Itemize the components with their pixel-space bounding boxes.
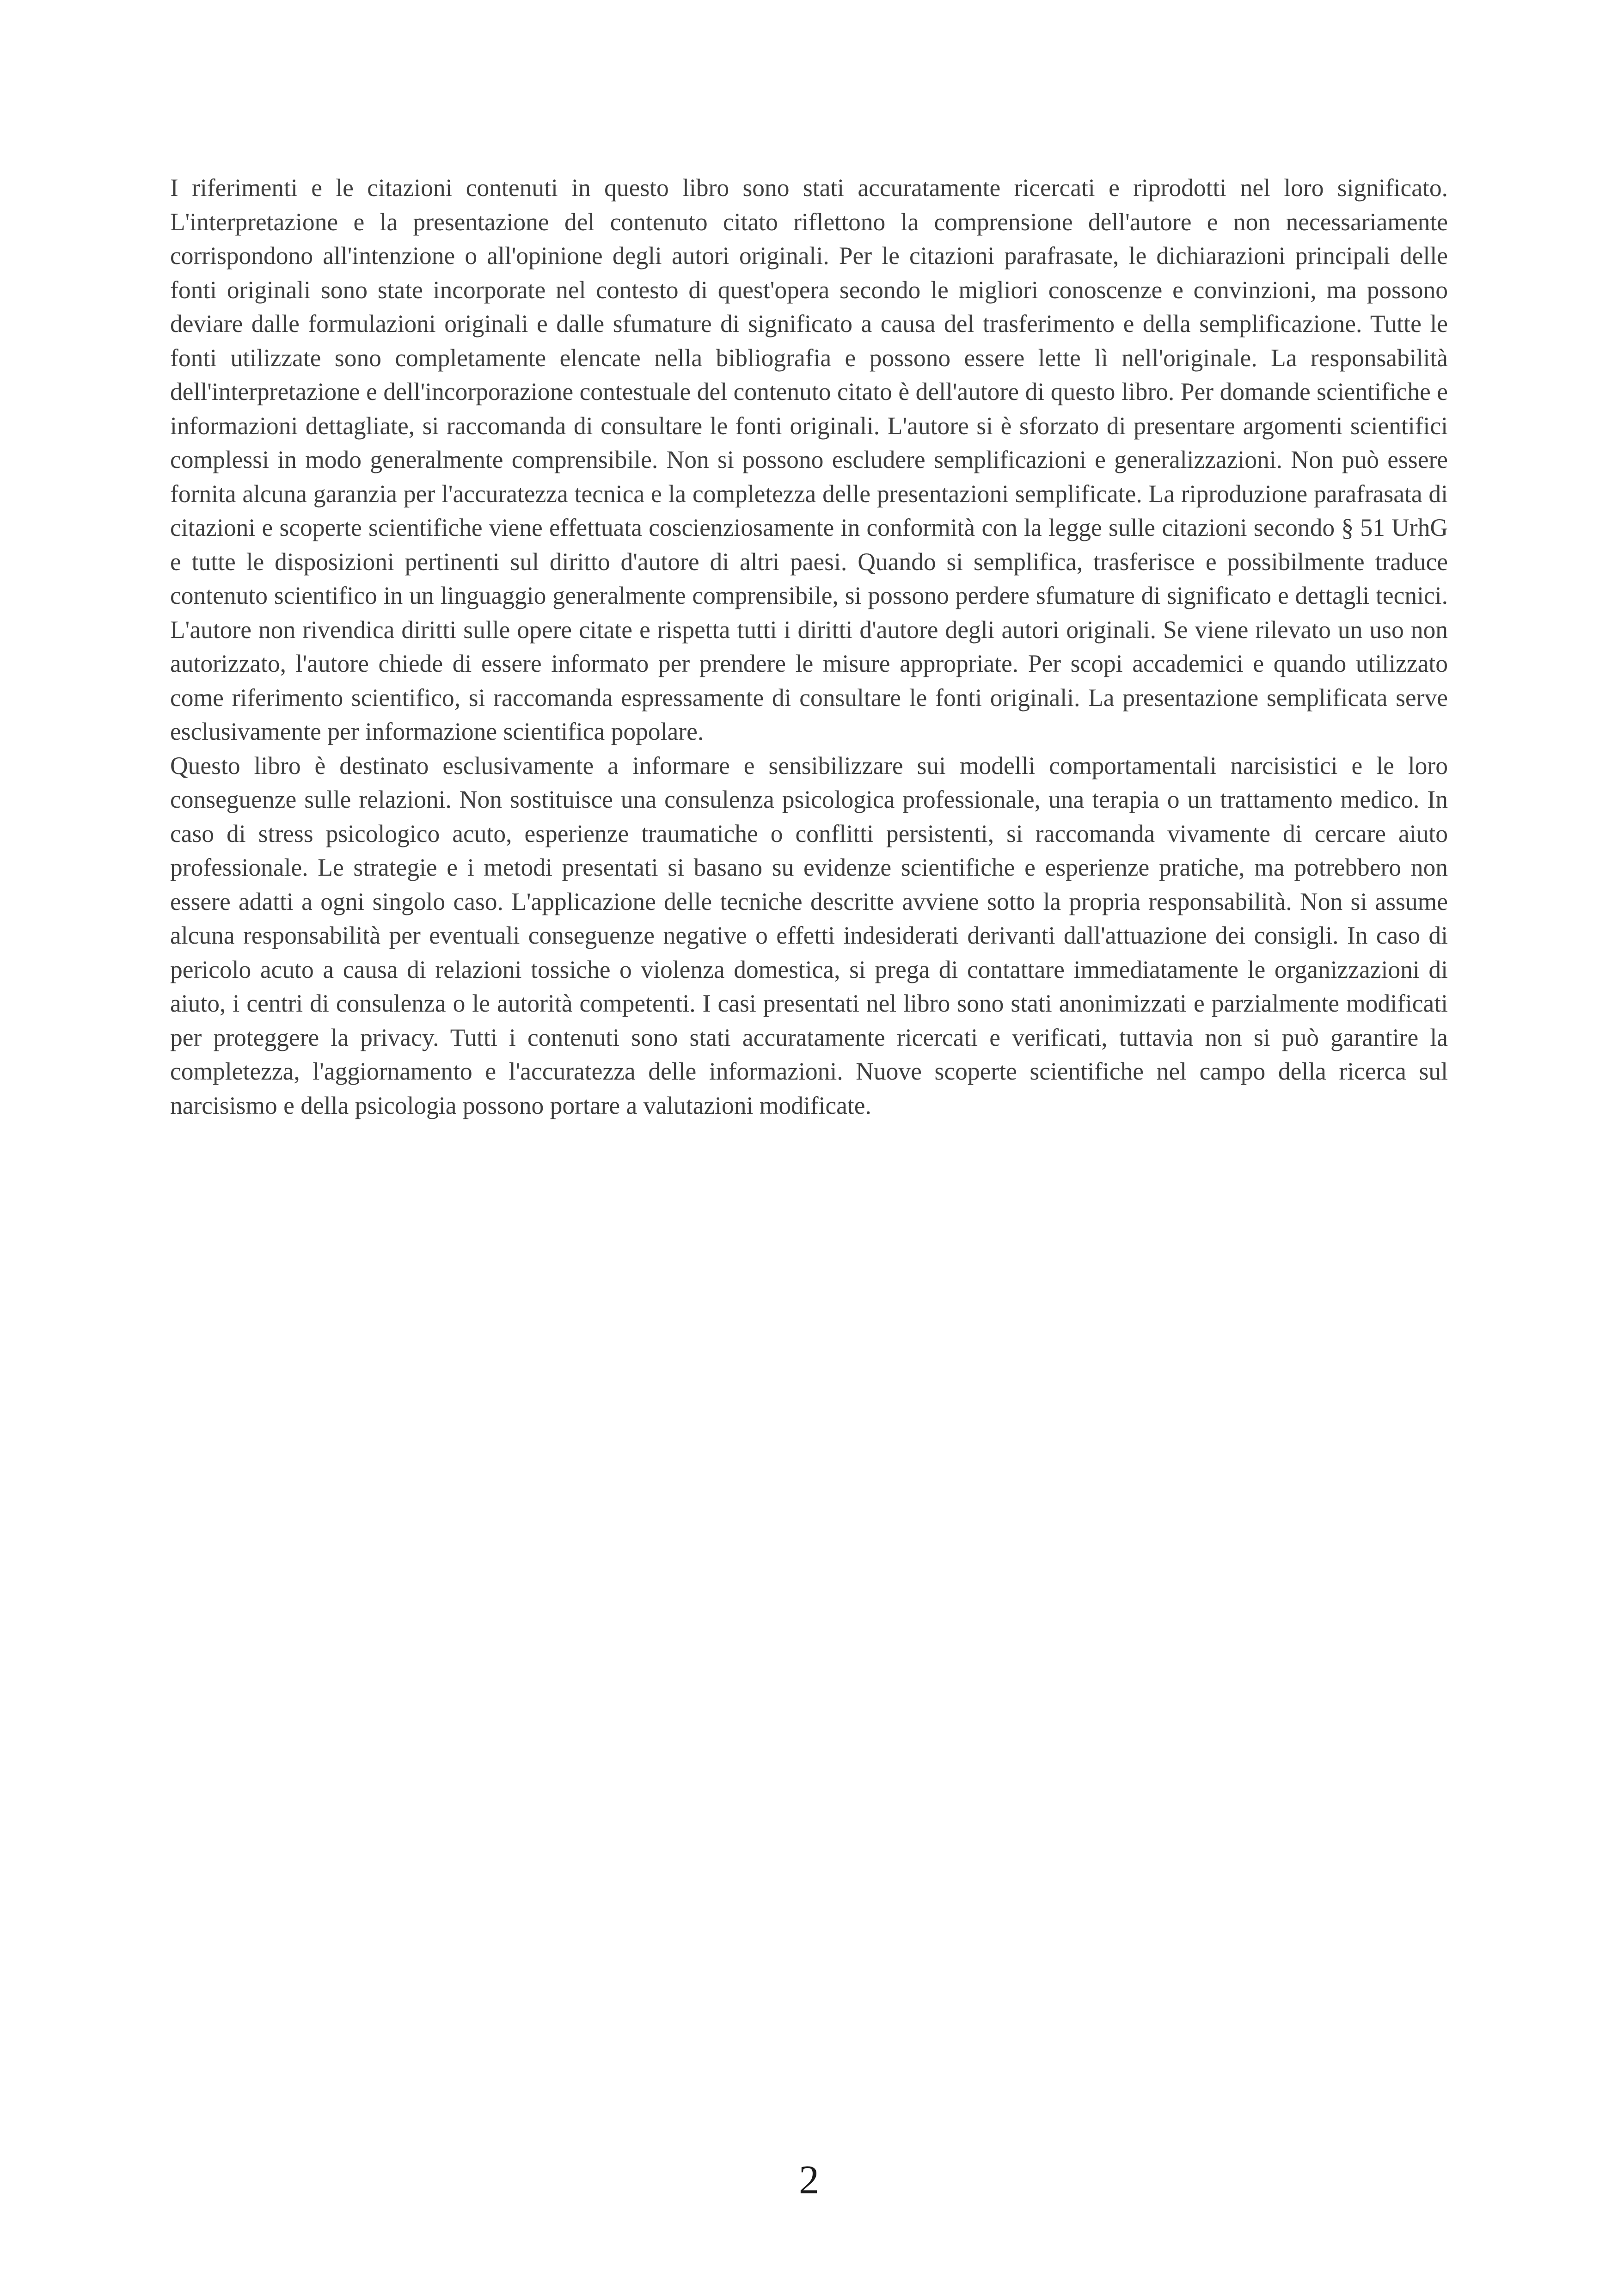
disclaimer-citations-paragraph: I riferimenti e le citazioni contenuti in questo libro sono stati accuratamente ricercati e riprodotti nel loro significato. L'interpretazione e la presentazione del contenuto citato riflettono la comprensione dell'autore e non necessariamente corrispondono all'intenzione o all'opinione degli autori originali. Per le citazioni parafrasate, le dichiarazioni principali delle fonti originali sono state incorporate nel contesto di quest'opera secondo le migliori conoscenze e convinzioni, ma possono deviare dalle formulazioni originali e dalle sfumature di significato a causa del trasferimento e della semplificazione. Tutte le fonti utilizzate sono completamente elencate nella bibliografia e possono essere lette lì nell'originale. La responsabilità dell'interpretazione e dell'incorporazione contestuale del contenuto citato è dell'autore di questo libro. Per domande scientifiche e informazioni dettagliate, si raccomanda di consultare le fonti originali. L'autore si è sforzato di presentare argomenti scientifici complessi in modo generalmente comprensibile. Non si possono escludere semplificazioni e generalizzazioni. Non può essere fornita alcuna garanzia per l'accuratezza tecnica e la completezza delle presentazioni semplificate. La riproduzione parafrasata di citazioni e scoperte scientifiche viene effettuata coscienziosamente in conformità con la legge sulle citazioni secondo § 51 UrhG e tutte le disposizioni pertinenti sul diritto d'autore di altri paesi. Quando si semplifica, trasferisce e possibilmente traduce contenuto scientifico in un linguaggio generalmente comprensibile, si possono perdere sfumature di significato e dettagli tecnici. L'autore non rivendica diritti sulle opere citate e rispetta tutti i diritti d'autore degli autori originali. Se viene rilevato un uso non autorizzato, l'autore chiede di essere informato per prendere le misure appropriate. Per scopi accademici e quando utilizzato come riferimento scientifico, si raccomanda espressamente di consultare le fonti originali. La presentazione semplificata serve esclusivamente per informazione scientifica popolare. (170, 174, 1448, 745)
page-number: 2 (799, 2158, 819, 2203)
disclaimer-liability-paragraph: Questo libro è destinato esclusivamente a informare e sensibilizzare sui modelli comportamentali narcisistici e le loro conseguenze sulle relazioni. Non sostituisce una consulenza psicologica professionale, una terapia o un trattamento medico. In caso di stress psicologico acuto, esperienze traumatiche o conflitti persistenti, si raccomanda vivamente di cercare aiuto professionale. Le strategie e i metodi presentati si basano su evidenze scientifiche e esperienze pratiche, ma potrebbero non essere adatti a ogni singolo caso. L'applicazione delle tecniche descritte avviene sotto la propria responsabilità. Non si assume alcuna responsabilità per eventuali conseguenze negative o effetti indesiderati derivanti dall'attuazione dei consigli. In caso di pericolo acuto a causa di relazioni tossiche o violenza domestica, si prega di contattare immediatamente le organizzazioni di aiuto, i centri di consulenza o le autorità competenti. I casi presentati nel libro sono stati anonimizzati e parzialmente modificati per proteggere la privacy. Tutti i contenuti sono stati accuratamente ricercati e verificati, tuttavia non si può garantire la completezza, l'aggiornamento e l'accuratezza delle informazioni. Nuove scoperte scientifiche nel campo della ricerca sul narcisismo e della psicologia possono portare a valutazioni modificate. (170, 751, 1448, 1119)
body-text (170, 171, 1448, 1123)
